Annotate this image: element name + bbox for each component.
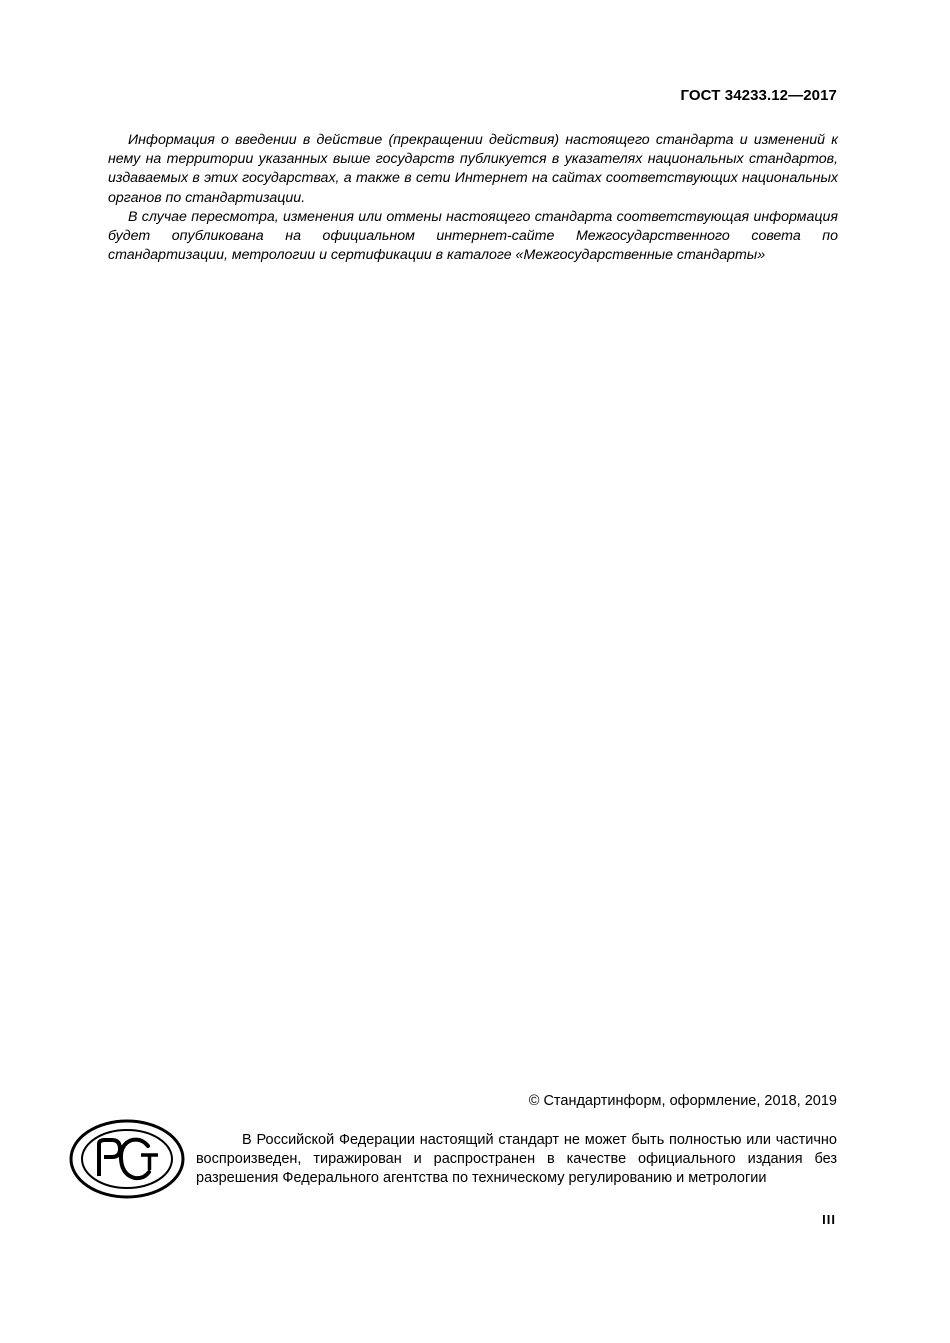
info-block xyxy=(108,131,838,265)
copyright-notice: © Стандартинформ, оформление, 2018, 2019 xyxy=(528,1093,837,1109)
document-code: ГОСТ 34233.12—2017 xyxy=(680,87,837,104)
info-paragraph-revision: В случае пересмотра, изменения или отмены настоящего стандарта соответствующая информация будет опубликована на официальном интернет-сайте Межгосударственного совета по стандартизации, метрологии и сертификации в каталоге «Межгосударственные стандарты» xyxy=(108,208,838,264)
rights-notice xyxy=(196,1131,837,1189)
rst-certification-mark-icon xyxy=(68,1118,186,1200)
info-paragraph-publication: Информация о введении в действие (прекращении действия) настоящего стандарта и изменений к нему на территории указанных выше государств публикуется в указателях национальных стандартов, издаваемых в этих государствах, а также в сети Интернет на сайтах соответствующих национальных органов по стандартизации. xyxy=(108,132,838,206)
page-number: III xyxy=(822,1212,836,1227)
rights-notice-text: В Российской Федерации настоящий стандарт не может быть полностью или частично воспроизведен, тиражирован и распространен в качестве официального издания без разрешения Федерального агентства по техническому регулированию и метрологии xyxy=(196,1132,837,1187)
